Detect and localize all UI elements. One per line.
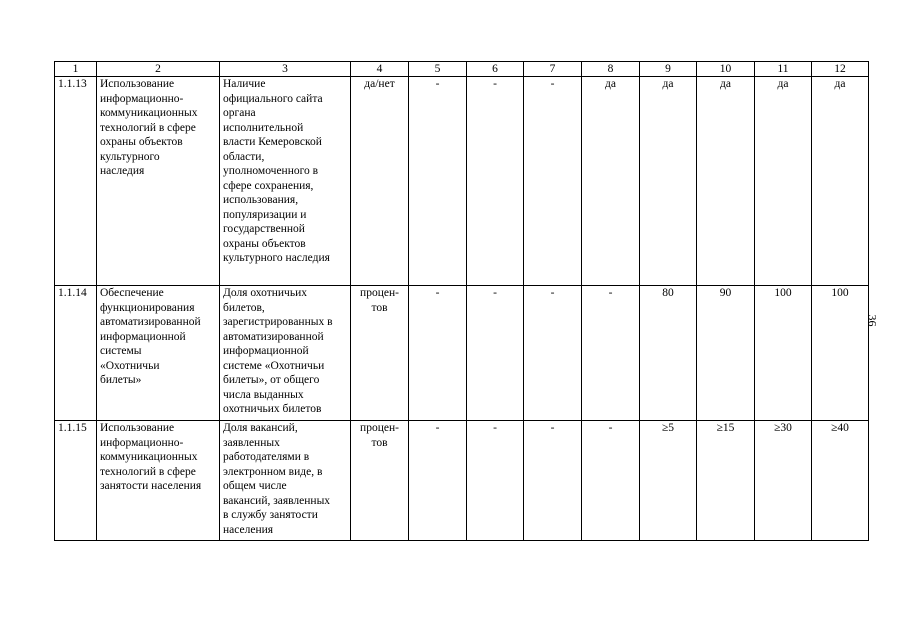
header-cell: 2 <box>97 62 220 77</box>
indicator-name: Доля вакансий, заявленных работодателями в электронном виде, в общем числе вакансий, заявленных в службу занятости населения <box>220 421 351 541</box>
measure-name: Обеспечение функционирования автоматизированной информационной системы «Охотничьи билеты» <box>97 286 220 421</box>
row-number: 1.1.13 <box>55 77 97 286</box>
indicator-name: Наличие официального сайта органа исполнительной власти Кемеровской области, уполномоченного в сфере сохранения, использования, популяризации и государственной охраны объектов культурного наследия <box>220 77 351 286</box>
value-cell: - <box>582 286 640 421</box>
value-cell: да <box>812 77 869 286</box>
table-row <box>55 286 869 421</box>
header-cell: 7 <box>524 62 582 77</box>
value-cell: да <box>640 77 697 286</box>
header-cell: 5 <box>409 62 467 77</box>
value-cell: - <box>467 77 524 286</box>
value-cell: - <box>409 286 467 421</box>
header-cell: 12 <box>812 62 869 77</box>
unit-cell: да/нет <box>351 77 409 286</box>
row-number: 1.1.14 <box>55 286 97 421</box>
table-row <box>55 421 869 541</box>
page-number: 36 <box>865 314 880 327</box>
header-cell: 4 <box>351 62 409 77</box>
value-cell: - <box>524 286 582 421</box>
value-cell: - <box>467 421 524 541</box>
indicators-table <box>54 61 869 541</box>
value-cell: ≥40 <box>812 421 869 541</box>
value-cell: да <box>755 77 812 286</box>
value-cell: - <box>524 421 582 541</box>
measure-name: Использование информационно- коммуникационных технологий в сфере занятости населения <box>97 421 220 541</box>
value-cell: да <box>697 77 755 286</box>
table-row <box>55 77 869 286</box>
value-cell: 100 <box>812 286 869 421</box>
header-cell: 11 <box>755 62 812 77</box>
header-cell: 3 <box>220 62 351 77</box>
header-cell: 8 <box>582 62 640 77</box>
row-number: 1.1.15 <box>55 421 97 541</box>
header-cell: 6 <box>467 62 524 77</box>
header-cell: 10 <box>697 62 755 77</box>
value-cell: 80 <box>640 286 697 421</box>
value-cell: ≥15 <box>697 421 755 541</box>
value-cell: 100 <box>755 286 812 421</box>
value-cell: 90 <box>697 286 755 421</box>
unit-cell: процен- тов <box>351 421 409 541</box>
value-cell: - <box>467 286 524 421</box>
indicator-name: Доля охотничьих билетов, зарегистрированных в автоматизированной информационной системе «Охотничьи билеты», от общего числа выданных охотничьих билетов <box>220 286 351 421</box>
header-cell: 1 <box>55 62 97 77</box>
unit-cell: процен- тов <box>351 286 409 421</box>
value-cell: - <box>582 421 640 541</box>
value-cell: ≥30 <box>755 421 812 541</box>
header-cell: 9 <box>640 62 697 77</box>
measure-name: Использование информационно- коммуникационных технологий в сфере охраны объектов культурного наследия <box>97 77 220 286</box>
value-cell: - <box>409 421 467 541</box>
value-cell: ≥5 <box>640 421 697 541</box>
value-cell: да <box>582 77 640 286</box>
value-cell: - <box>524 77 582 286</box>
table-header-row <box>55 62 869 77</box>
value-cell: - <box>409 77 467 286</box>
